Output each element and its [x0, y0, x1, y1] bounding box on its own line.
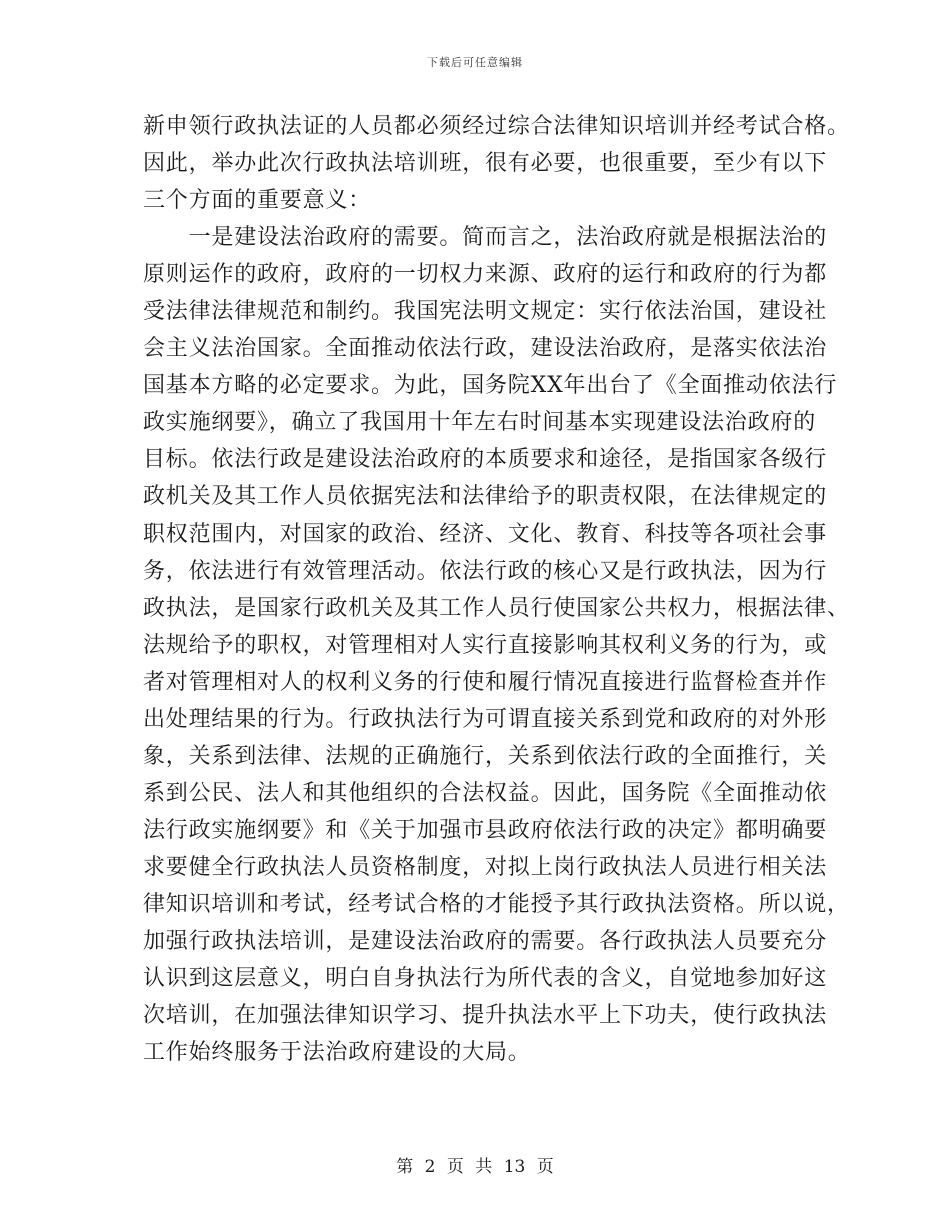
- text-line: 者对管理相对人的权利义务的行使和履行情况直接进行监督检查并作: [143, 669, 828, 695]
- text-line: 政机关及其工作人员依据宪法和法律给予的职责权限，在法律规定的: [143, 484, 828, 510]
- text-line: 政执法，是国家行政机关及其工作人员行使国家公共权力，根据法律、: [143, 595, 850, 621]
- text-line: 职权范围内，对国家的政治、经济、文化、教育、科技等各项社会事: [143, 521, 828, 547]
- text-line: 认识到这层意义，明白自身执法行为所代表的含义，自觉地参加好这: [143, 966, 828, 992]
- text-line: 原则运作的政府，政府的一切权力来源、政府的运行和政府的行为都: [143, 262, 828, 288]
- text-line: 出处理结果的行为。行政执法行为可谓直接关系到党和政府的对外形: [143, 706, 828, 732]
- text-line: 因此，举办此次行政执法培训班，很有必要，也很重要，至少有以下: [143, 151, 828, 177]
- body-text: [143, 108, 850, 1071]
- text-line: 律知识培训和考试，经考试合格的才能授予其行政执法资格。所以说，: [143, 891, 850, 917]
- text-line: 法规给予的职权，对管理相对人实行直接影响其权利义务的行为，或: [143, 632, 828, 658]
- text-line: 国基本方略的必定要求。为此，国务院XX年出台了《全面推动依法行: [143, 373, 838, 399]
- text-line: 次培训，在加强法律知识学习、提升执法水平上下功夫，使行政执法: [143, 1003, 828, 1029]
- text-line: 求要健全行政执法人员资格制度，对拟上岗行政执法人员进行相关法: [143, 854, 828, 880]
- page-number: 第 2 页 共 13 页: [396, 1157, 554, 1177]
- text-line: 政实施纲要》，确立了我国用十年左右时间基本实现建设法治政府的: [143, 410, 817, 436]
- text-line: 法行政实施纲要》和《关于加强市县政府依法行政的决定》都明确要: [143, 817, 828, 843]
- text-line: 象，关系到法律、法规的正确施行，关系到依法行政的全面推行，关: [143, 743, 828, 769]
- page-header: 下载后可任意编辑: [427, 56, 523, 69]
- text-line: 务，依法进行有效管理活动。依法行政的核心又是行政执法，因为行: [143, 558, 828, 584]
- text-line: 一是建设法治政府的需要。简而言之，法治政府就是根据法治的: [143, 225, 828, 251]
- text-line: 工作始终服务于法治政府建设的大局。: [143, 1040, 531, 1066]
- text-line: 受法律法律规范和制约。我国宪法明文规定：实行依法治国，建设社: [143, 299, 828, 325]
- text-line: 目标。依法行政是建设法治政府的本质要求和途径，是指国家各级行: [143, 447, 828, 473]
- text-line: 会主义法治国家。全面推动依法行政，建设法治政府，是落实依法治: [143, 336, 828, 362]
- text-line: 系到公民、法人和其他组织的合法权益。因此，国务院《全面推动依: [143, 780, 828, 806]
- text-line: 三个方面的重要意义：: [143, 188, 372, 214]
- text-line: 新申领行政执法证的人员都必须经过综合法律知识培训并经考试合格。: [143, 114, 850, 139]
- text-line: 加强行政执法培训，是建设法治政府的需要。各行政执法人员要充分: [143, 929, 828, 955]
